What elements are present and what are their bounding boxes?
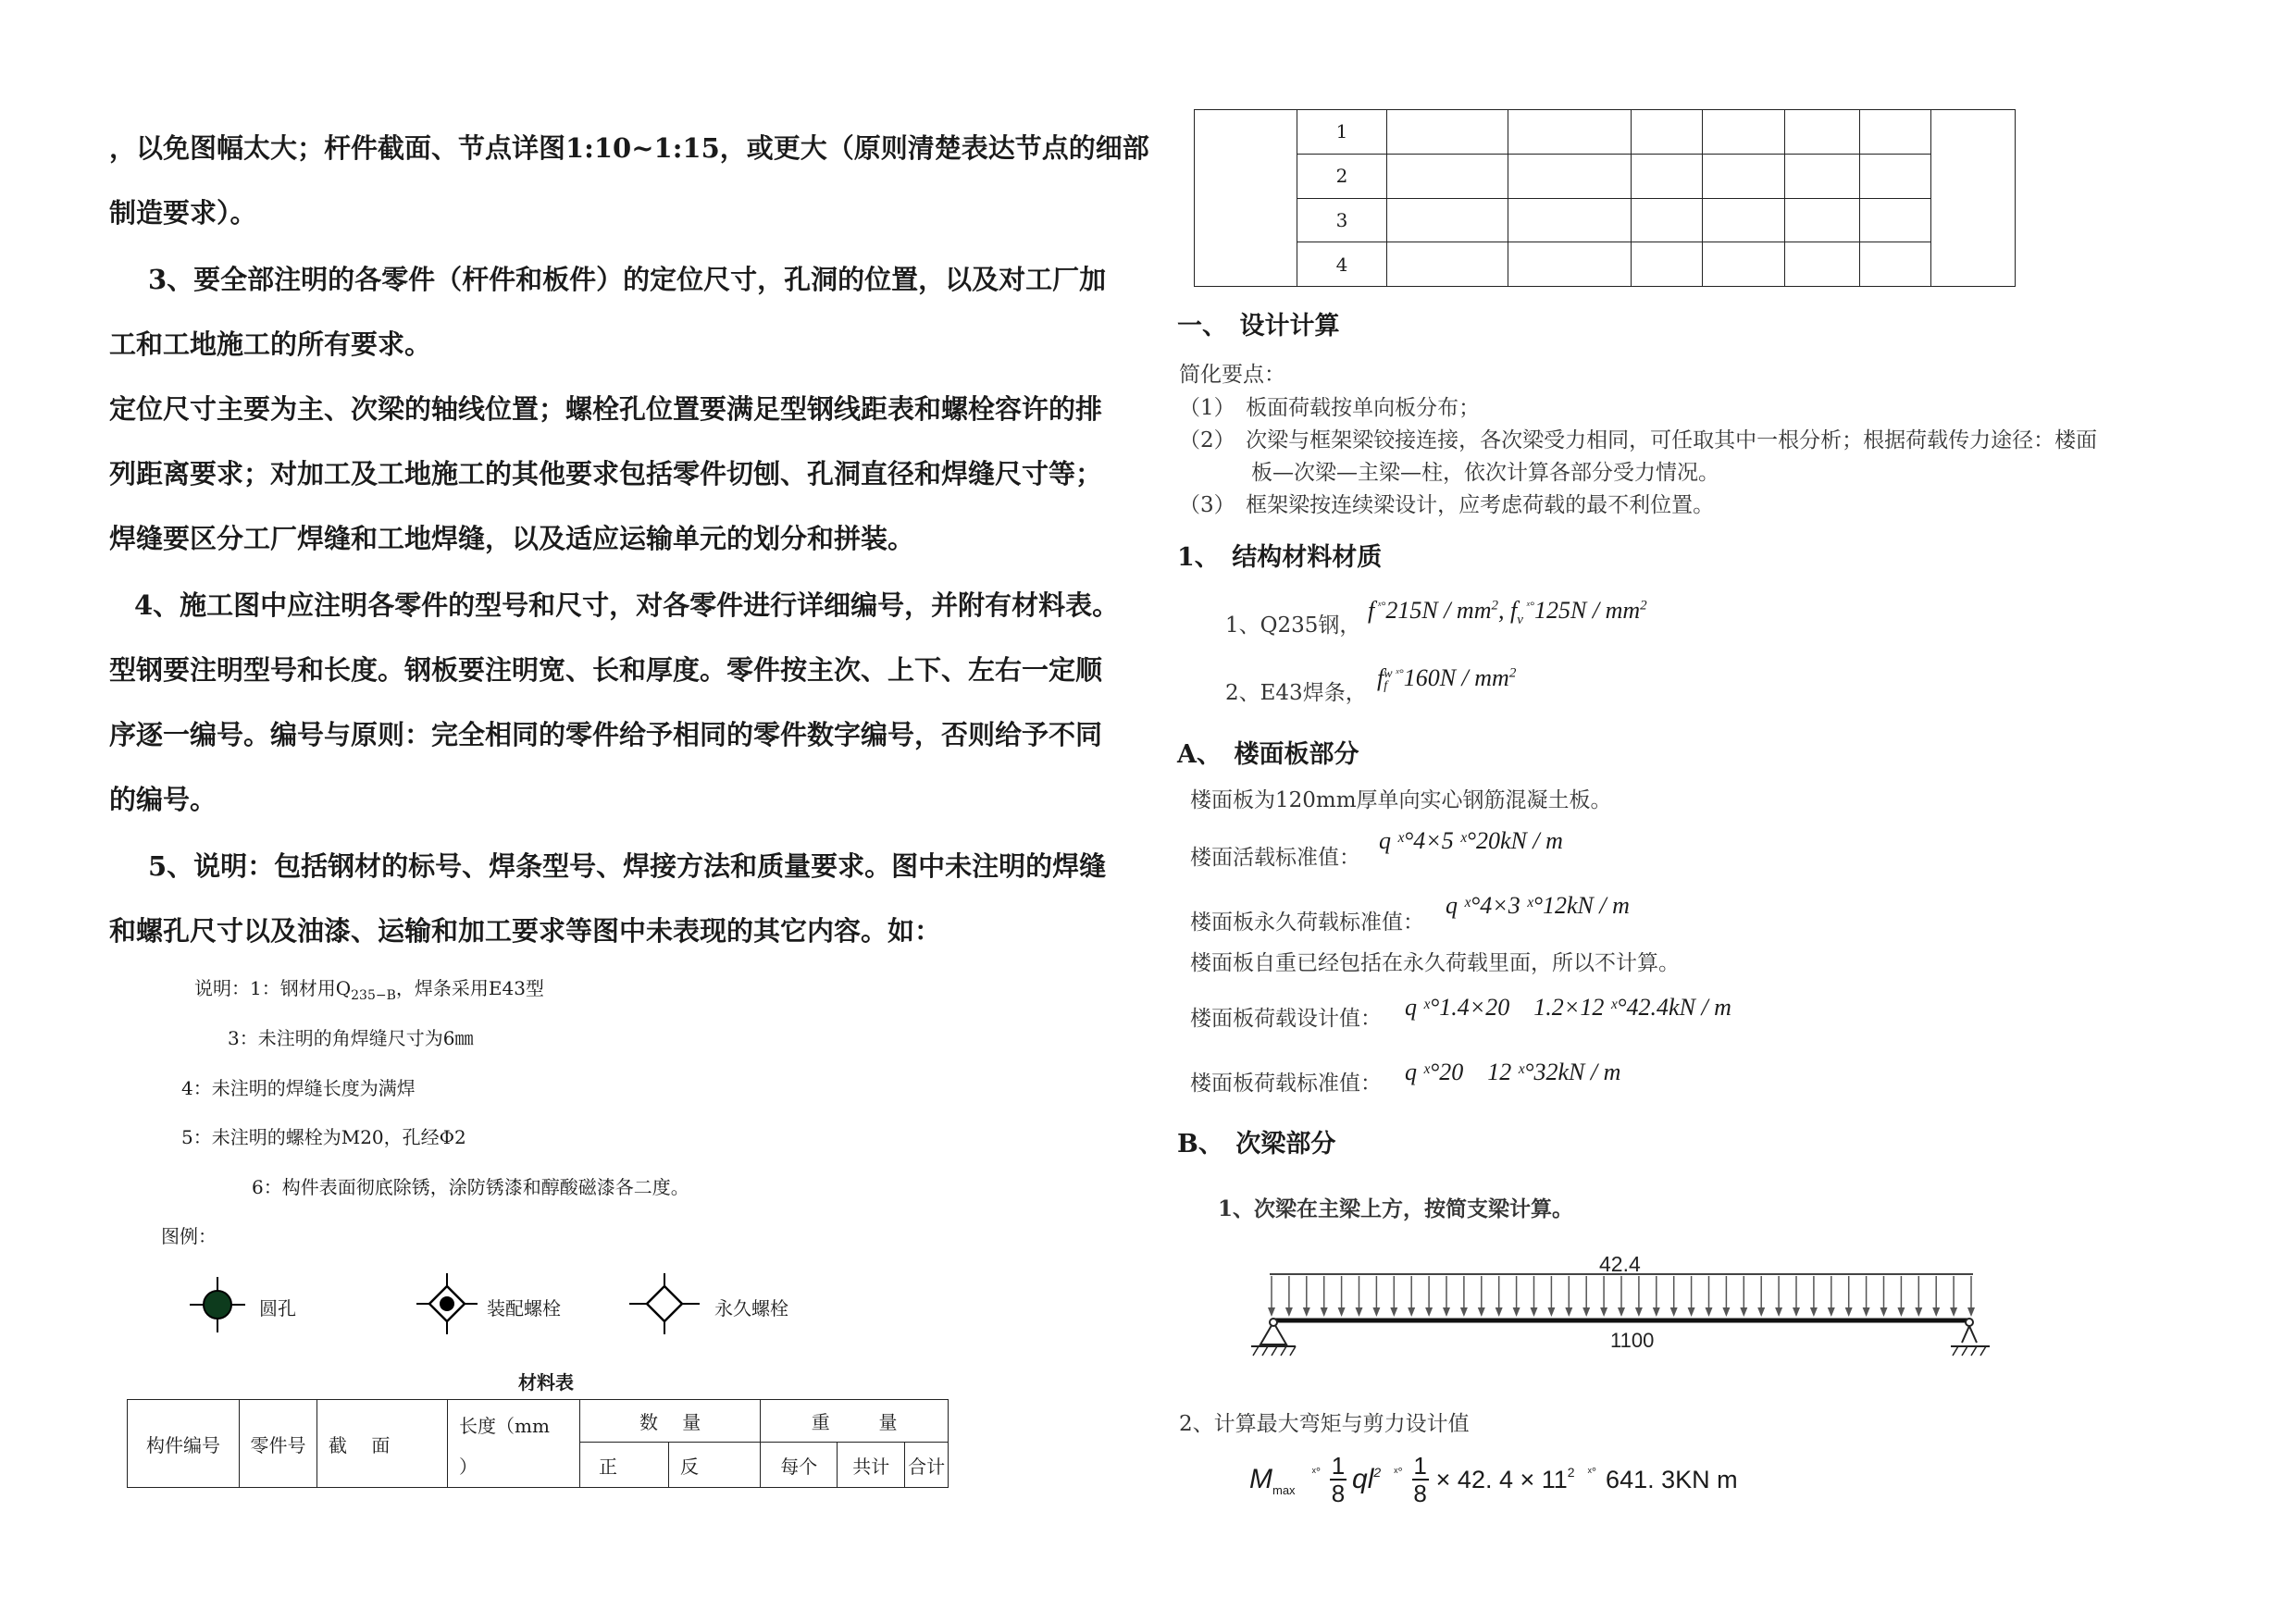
load-arrow-head (1496, 1307, 1503, 1317)
table-title: 材料表 (518, 1371, 574, 1394)
simplification-title: 简化要点： (1179, 363, 1285, 387)
table-cell (1703, 110, 1785, 155)
load-arrow-head (1897, 1307, 1905, 1317)
load-arrow-head (1531, 1307, 1538, 1317)
table-header: 零件号 (240, 1400, 317, 1488)
formula-part: ˣ° (1394, 1464, 1403, 1479)
load-arrow-head (1338, 1307, 1346, 1317)
continued-table (1194, 109, 2016, 287)
legend-label-assembly-bolt: 装配螺栓 (487, 1297, 561, 1319)
section-heading: 一、 设计计算 (1177, 312, 1340, 341)
load-arrow-head (1547, 1307, 1555, 1317)
table-cell (1508, 110, 1632, 155)
formula-part: 160N / mm (1403, 664, 1509, 691)
formula-part: 2 (1567, 1465, 1575, 1480)
formula-part: f (1377, 664, 1384, 691)
live-load-formula: q ˣ°4×5 ˣ°20kN / m (1379, 827, 1563, 854)
fraction-numerator: 1 (1413, 1452, 1427, 1480)
load-arrow-head (1460, 1307, 1468, 1317)
table-cell (1931, 110, 2016, 287)
fraction-denominator: 8 (1331, 1480, 1346, 1507)
load-arrow-head (1425, 1307, 1433, 1317)
load-arrow-head (1845, 1307, 1853, 1317)
formula-part: ˣ° (1392, 665, 1404, 680)
formula-part: 215N / mm (1385, 597, 1492, 624)
table-header: ） (459, 1456, 478, 1478)
table-header: 每个 (761, 1443, 838, 1488)
simplification-item: 板—次梁—主梁—柱，依次计算各部分受力情况。 (1251, 461, 1719, 485)
table-cell (1860, 110, 1931, 155)
load-arrow-head (1706, 1307, 1713, 1317)
load-arrow-head (1828, 1307, 1835, 1317)
note-line-6: 6：构件表面彻底除锈，涂防锈漆和醇酸磁漆各二度。 (252, 1176, 689, 1198)
formula-scripts (1384, 668, 1392, 692)
table-cell (1632, 198, 1703, 242)
table-header: 重 量 (761, 1400, 949, 1443)
table-cell (1632, 242, 1703, 287)
load-arrow-head (1653, 1307, 1660, 1317)
load-arrow-head (1372, 1307, 1380, 1317)
paragraph-line: 3、要全部注明的各零件（杆件和板件）的定位尺寸，孔洞的位置，以及对工厂加 (148, 264, 1107, 295)
load-arrow-head (1880, 1307, 1888, 1317)
formula-part: ˣ° (1374, 598, 1386, 613)
max-moment-formula (1249, 1453, 1738, 1506)
self-weight-note: 楼面板自重已经包括在永久荷载里面，所以不计算。 (1190, 951, 1680, 975)
paragraph-line: 4、施工图中应注明各零件的型号和尺寸，对各零件进行详细编号，并附有材料表。 (134, 589, 1120, 621)
dead-load-formula: q ˣ°4×3 ˣ°12kN / m (1446, 892, 1630, 919)
paragraph-line: ，以免图幅太大；杆件截面、节点详图1:10~1:15，或更大（原则清楚表达节点的细部 (109, 132, 1149, 164)
table-cell (1785, 242, 1860, 287)
load-arrow-head (1478, 1307, 1485, 1317)
load-arrow-head (1688, 1307, 1695, 1317)
table-header-length (448, 1400, 580, 1488)
formula-part: max (1272, 1482, 1296, 1497)
table-cell (1860, 242, 1931, 287)
table-cell (1508, 242, 1632, 287)
formula-label: 楼面活载标准值： (1190, 846, 1360, 870)
weld-strength-formula (1377, 664, 1516, 692)
table-header: 合计 (905, 1443, 949, 1488)
fraction (1412, 1453, 1429, 1506)
load-arrow-head (1582, 1307, 1590, 1317)
left-pin-support (1251, 1319, 1296, 1356)
formula-part: f (1368, 597, 1375, 624)
paragraph-line: 定位尺寸主要为主、次梁的轴线位置；螺栓孔位置要满足型钢线距表和螺栓容许的排 (109, 393, 1103, 425)
table-cell (1703, 242, 1785, 287)
formula-part: ˣ° (1311, 1464, 1322, 1479)
note-text: 说明：1：钢材用Q (194, 977, 352, 999)
permanent-bolt-icon (629, 1273, 700, 1334)
simplification-item: （2） 次梁与框架梁铰接连接，各次梁受力相同，可任取其中一根分析；根据荷载传力途径：楼面 (1179, 428, 2098, 452)
steel-strength-formula (1368, 597, 1647, 628)
table-header: 构件编号 (128, 1400, 240, 1488)
paragraph-line: 制造要求）。 (109, 197, 257, 229)
load-arrow-head (1268, 1307, 1275, 1317)
load-arrow-head (1670, 1307, 1678, 1317)
note-line-5: 5：未注明的螺栓为M20，孔经Φ2 (181, 1126, 466, 1148)
load-arrow-head (1565, 1307, 1572, 1317)
load-value-label: 42.4 (1599, 1252, 1641, 1276)
table-header: 正 (580, 1443, 669, 1488)
paragraph-line: 工和工地施工的所有要求。 (109, 328, 432, 360)
material-label: 1、Q235钢， (1225, 613, 1361, 638)
load-arrow-head (1863, 1307, 1870, 1317)
formula-part: 125N / mm (1534, 597, 1641, 624)
formula-part: w (1384, 667, 1393, 682)
legend-title: 图例： (161, 1225, 217, 1247)
table-cell (1387, 110, 1508, 155)
table-cell (1508, 154, 1632, 198)
load-arrow-head (1740, 1307, 1747, 1317)
load-arrow-head (1722, 1307, 1730, 1317)
table-cell (1632, 154, 1703, 198)
note-line-4: 4：未注明的焊缝长度为满焊 (181, 1077, 416, 1099)
load-arrow-head (1950, 1307, 1957, 1317)
table-row-number: 1 (1297, 110, 1387, 155)
section-heading: 1、 结构材料材质 (1177, 543, 1383, 572)
formula-part: 2 (1373, 1465, 1382, 1480)
load-arrow-head (1285, 1307, 1293, 1317)
table-cell (1508, 198, 1632, 242)
table-header: 数 量 (580, 1400, 761, 1443)
formula-part: 2 (1491, 598, 1498, 613)
paragraph-line: 列距离要求；对加工及工地施工的其他要求包括零件切刨、孔洞直径和焊缝尺寸等； (109, 458, 1103, 489)
legend-label-hole: 圆孔 (259, 1297, 296, 1319)
note-line-1 (194, 973, 544, 1003)
round-hole-icon (190, 1277, 245, 1332)
table-cell (1785, 154, 1860, 198)
load-arrow-head (1635, 1307, 1643, 1317)
section-heading: B、 次梁部分 (1177, 1130, 1336, 1158)
load-arrow-head (1932, 1307, 1940, 1317)
load-arrow-head (1356, 1307, 1363, 1317)
paragraph-line: 序逐一编号。编号与原则：完全相同的零件给予相同的零件数字编号，否则给予不同 (109, 719, 1103, 750)
table-cell (1785, 198, 1860, 242)
table-cell (1195, 110, 1297, 287)
formula-part: 2 (1508, 665, 1517, 681)
standard-load-formula: q ˣ°20 12 ˣ°32kN / m (1405, 1059, 1621, 1085)
table-header: 共计 (838, 1443, 905, 1488)
formula-part: 641. 3KN m (1606, 1465, 1738, 1493)
load-arrow-head (1757, 1307, 1765, 1317)
span-length-label: 1100 (1610, 1329, 1655, 1352)
load-arrow-head (1618, 1307, 1625, 1317)
beam-note: 1、次梁在主梁上方，按简支梁计算。 (1218, 1196, 1574, 1221)
formula-part: ˣ° (1522, 598, 1535, 613)
legend-label-permanent-bolt: 永久螺栓 (714, 1297, 788, 1319)
paragraph-line: 5、说明：包括钢材的标号、焊条型号、焊接方法和质量要求。图中未注明的焊缝 (148, 850, 1107, 882)
table-cell (1860, 154, 1931, 198)
table-header: 反 (669, 1443, 761, 1488)
load-arrow-head (1793, 1307, 1800, 1317)
load-arrow-head (1775, 1307, 1782, 1317)
load-arrow-head (1390, 1307, 1397, 1317)
table-cell (1387, 154, 1508, 198)
formula-part: ql (1352, 1464, 1374, 1494)
paragraph-line: 的编号。 (109, 784, 217, 815)
assembly-bolt-icon (416, 1273, 478, 1334)
simplification-item: （1） 板面荷载按单向板分布； (1179, 396, 1481, 420)
table-row-number: 2 (1297, 154, 1387, 198)
right-roller-support (1951, 1319, 1990, 1356)
table-header: 截 面 (317, 1400, 448, 1488)
formula-part: , f (1497, 597, 1518, 624)
simplification-item: （3） 框架梁按连续梁设计，应考虑荷载的最不利位置。 (1179, 493, 1715, 517)
material-table (127, 1399, 949, 1488)
table-cell (1387, 242, 1508, 287)
load-arrow-head (1810, 1307, 1818, 1317)
paragraph-line: 焊缝要区分工厂焊缝和工地焊缝，以及适应运输单元的划分和拼装。 (109, 523, 915, 554)
formula-label: 楼面板荷载标准值： (1190, 1072, 1382, 1096)
table-cell (1860, 198, 1931, 242)
table-cell (1785, 110, 1860, 155)
table-cell (1703, 198, 1785, 242)
simply-supported-beam-diagram (1240, 1245, 2017, 1374)
formula-part: M (1249, 1464, 1272, 1494)
calc-title: 2、计算最大弯矩与剪力设计值 (1179, 1412, 1470, 1436)
paragraph-line: 型钢要注明型号和长度。钢板要注明宽、长和厚度。零件按主次、上下、左右一定顺 (109, 654, 1103, 686)
fraction-denominator: 8 (1413, 1480, 1427, 1507)
table-cell (1703, 154, 1785, 198)
formula-label: 楼面板永久荷载标准值： (1190, 911, 1424, 935)
note-text: ，焊条采用E43型 (395, 977, 544, 999)
fraction-numerator: 1 (1331, 1452, 1346, 1480)
formula-part: ˣ° (1587, 1464, 1597, 1479)
material-label: 2、E43焊条， (1225, 681, 1367, 705)
table-row-number: 4 (1297, 242, 1387, 287)
load-arrow-head (1408, 1307, 1415, 1317)
paragraph-line: 和螺孔尺寸以及油漆、运输和加工要求等图中未表现的其它内容。如： (109, 915, 942, 947)
fraction (1330, 1453, 1347, 1506)
note-subscript: 235−B (351, 988, 396, 1003)
formula-part: f (1384, 679, 1388, 694)
formula-part: 2 (1640, 598, 1647, 613)
note-line-3: 3：未注明的角焊缝尺寸为6㎜ (228, 1027, 474, 1049)
design-load-formula: q ˣ°1.4×20 1.2×12 ˣ°42.4kN / m (1405, 994, 1731, 1021)
table-cell (1387, 198, 1508, 242)
distributed-load-arrows (1268, 1276, 1975, 1317)
formula-label: 楼面板荷载设计值： (1190, 1007, 1382, 1031)
formula-part: v (1517, 613, 1523, 628)
load-arrow-head (1443, 1307, 1450, 1317)
load-arrow-head (1321, 1307, 1328, 1317)
section-heading: A、 楼面板部分 (1177, 740, 1359, 769)
load-arrow-head (1915, 1307, 1922, 1317)
load-arrow-head (1967, 1307, 1975, 1317)
floor-description: 楼面板为120mm厚单向实心钢筋混凝土板。 (1190, 788, 1612, 812)
formula-part: × 42. 4 × 11 (1435, 1465, 1568, 1493)
load-arrow-head (1600, 1307, 1607, 1317)
table-header: 长度（mm (459, 1415, 550, 1437)
table-row-number: 3 (1297, 198, 1387, 242)
load-arrow-head (1303, 1307, 1310, 1317)
load-arrow-head (1513, 1307, 1520, 1317)
table-cell (1632, 110, 1703, 155)
